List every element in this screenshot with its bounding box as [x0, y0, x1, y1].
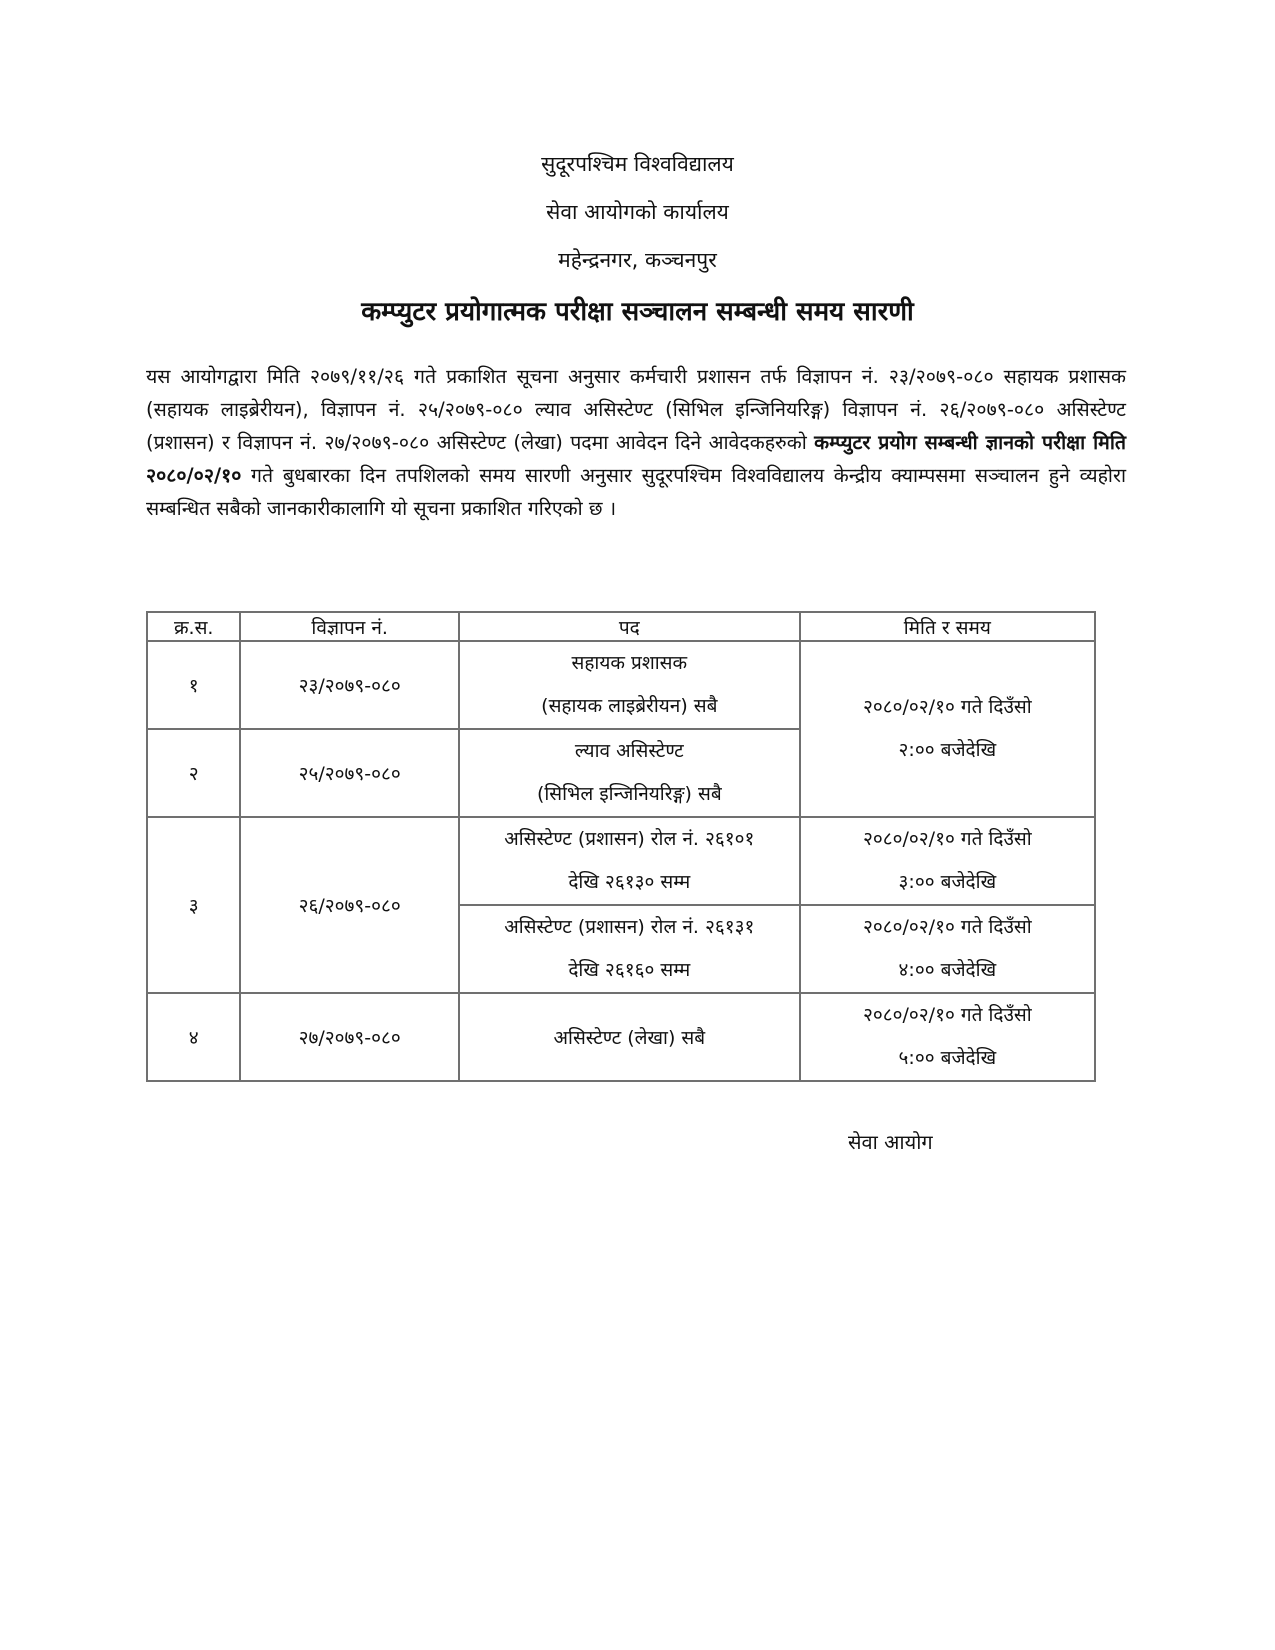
date-line: २०८०/०२/१० गते दिउँसो — [863, 916, 1032, 938]
office-location: महेन्द्रनगर, कञ्चनपुर — [558, 248, 717, 272]
cell-post: असिस्टेण्ट (लेखा) सबै — [459, 993, 800, 1081]
post-line-2: देखि २६१३० सम्म — [568, 871, 691, 893]
table-header-row — [147, 612, 1095, 641]
cell-date-time — [800, 905, 1095, 993]
cell-post — [459, 905, 800, 993]
date-line: २०८०/०२/१० गते दिउँसो — [863, 696, 1032, 718]
time-line: ४:०० बजेदेखि — [898, 959, 997, 981]
paragraph-text-2: गते बुधबारका दिन तपशिलको समय सारणी अनुसार सुदूरपश्चिम विश्वविद्यालय केन्द्रीय क्याम्पसमा सञ्चालन हुने व्यहोरा सम्बन्धित सबैको जानकारीकालागि यो सूचना प्रकाशित गरिएको छ । — [146, 464, 1126, 520]
header-advertisement-no: विज्ञापन नं. — [240, 612, 459, 641]
post-line-2: (सहायक लाइब्रेरीयन) सबै — [541, 695, 718, 717]
cell-date-time — [800, 641, 1095, 817]
paragraph-text-1: यस आयोगद्वारा मिति २०७९/११/२६ गते प्रकाशित सूचना अनुसार कर्मचारी प्रशासन तर्फ विज्ञापन नं. २३/२०७९-०८० सहायक प्रशासक (सहायक लाइब्रेरीयन), विज्ञापन नं. २५/२०७९-०८० ल्याव असिस्टेण्ट (सिभिल इन्जिनियरिङ्ग) विज्ञापन नं. २६/२०७९-०८० असिस्टेण्ट (प्रशासन) र विज्ञापन नं. २७/२०७९-०८० असिस्टेण्ट (लेखा) पदमा आवेदन दिने आवेदकहरुको — [146, 365, 1126, 454]
cell-adv: २६/२०७९-०८० — [240, 817, 459, 993]
post-line-2: (सिभिल इन्जिनियरिङ्ग) सबै — [536, 783, 722, 805]
cell-adv: २३/२०७९-०८० — [240, 641, 459, 729]
table-row — [147, 641, 1095, 729]
time-line: ५:०० बजेदेखि — [898, 1047, 997, 1069]
cell-adv: २५/२०७९-०८० — [240, 729, 459, 817]
university-name: सुदूरपश्चिम विश्वविद्यालय — [541, 152, 734, 176]
cell-post — [459, 641, 800, 729]
cell-date-time — [800, 817, 1095, 905]
post-line-1: ल्याव असिस्टेण्ट — [574, 740, 684, 762]
cell-sn: ३ — [147, 817, 240, 993]
post-line-1: असिस्टेण्ट (प्रशासन) रोल नं. २६१३१ — [504, 916, 755, 938]
header-date-time: मिति र समय — [800, 612, 1095, 641]
notice-title: कम्प्युटर प्रयोगात्मक परीक्षा सञ्चालन सम्बन्धी समय सारणी — [361, 297, 914, 327]
date-line: २०८०/०२/१० गते दिउँसो — [863, 1004, 1032, 1026]
cell-sn: ४ — [147, 993, 240, 1081]
table-row — [147, 817, 1095, 905]
cell-date-time — [800, 993, 1095, 1081]
office-name: सेवा आयोगको कार्यालय — [546, 200, 729, 224]
post-line-1: सहायक प्रशासक — [571, 652, 688, 674]
header-post: पद — [459, 612, 800, 641]
cell-post — [459, 729, 800, 817]
table-row — [147, 993, 1095, 1081]
post-line-1: असिस्टेण्ट (प्रशासन) रोल नं. २६१०१ — [504, 828, 755, 850]
schedule-table — [146, 611, 1096, 1082]
time-line: ३:०० बजेदेखि — [898, 871, 997, 893]
date-line: २०८०/०२/१० गते दिउँसो — [863, 828, 1032, 850]
notice-paragraph — [146, 360, 1126, 525]
cell-adv: २७/२०७९-०८० — [240, 993, 459, 1081]
paragraph-bold-text: कम्प्युटर प्रयोग सम्बन्धी ज्ञानको परीक्षा मिति २०८०/०२/१० — [146, 431, 1126, 487]
cell-sn: १ — [147, 641, 240, 729]
header-sn: क्र.स. — [147, 612, 240, 641]
post-line-2: देखि २६१६० सम्म — [568, 959, 691, 981]
cell-post — [459, 817, 800, 905]
signature: सेवा आयोग — [848, 1130, 933, 1154]
cell-sn: २ — [147, 729, 240, 817]
time-line: २:०० बजेदेखि — [898, 739, 997, 761]
